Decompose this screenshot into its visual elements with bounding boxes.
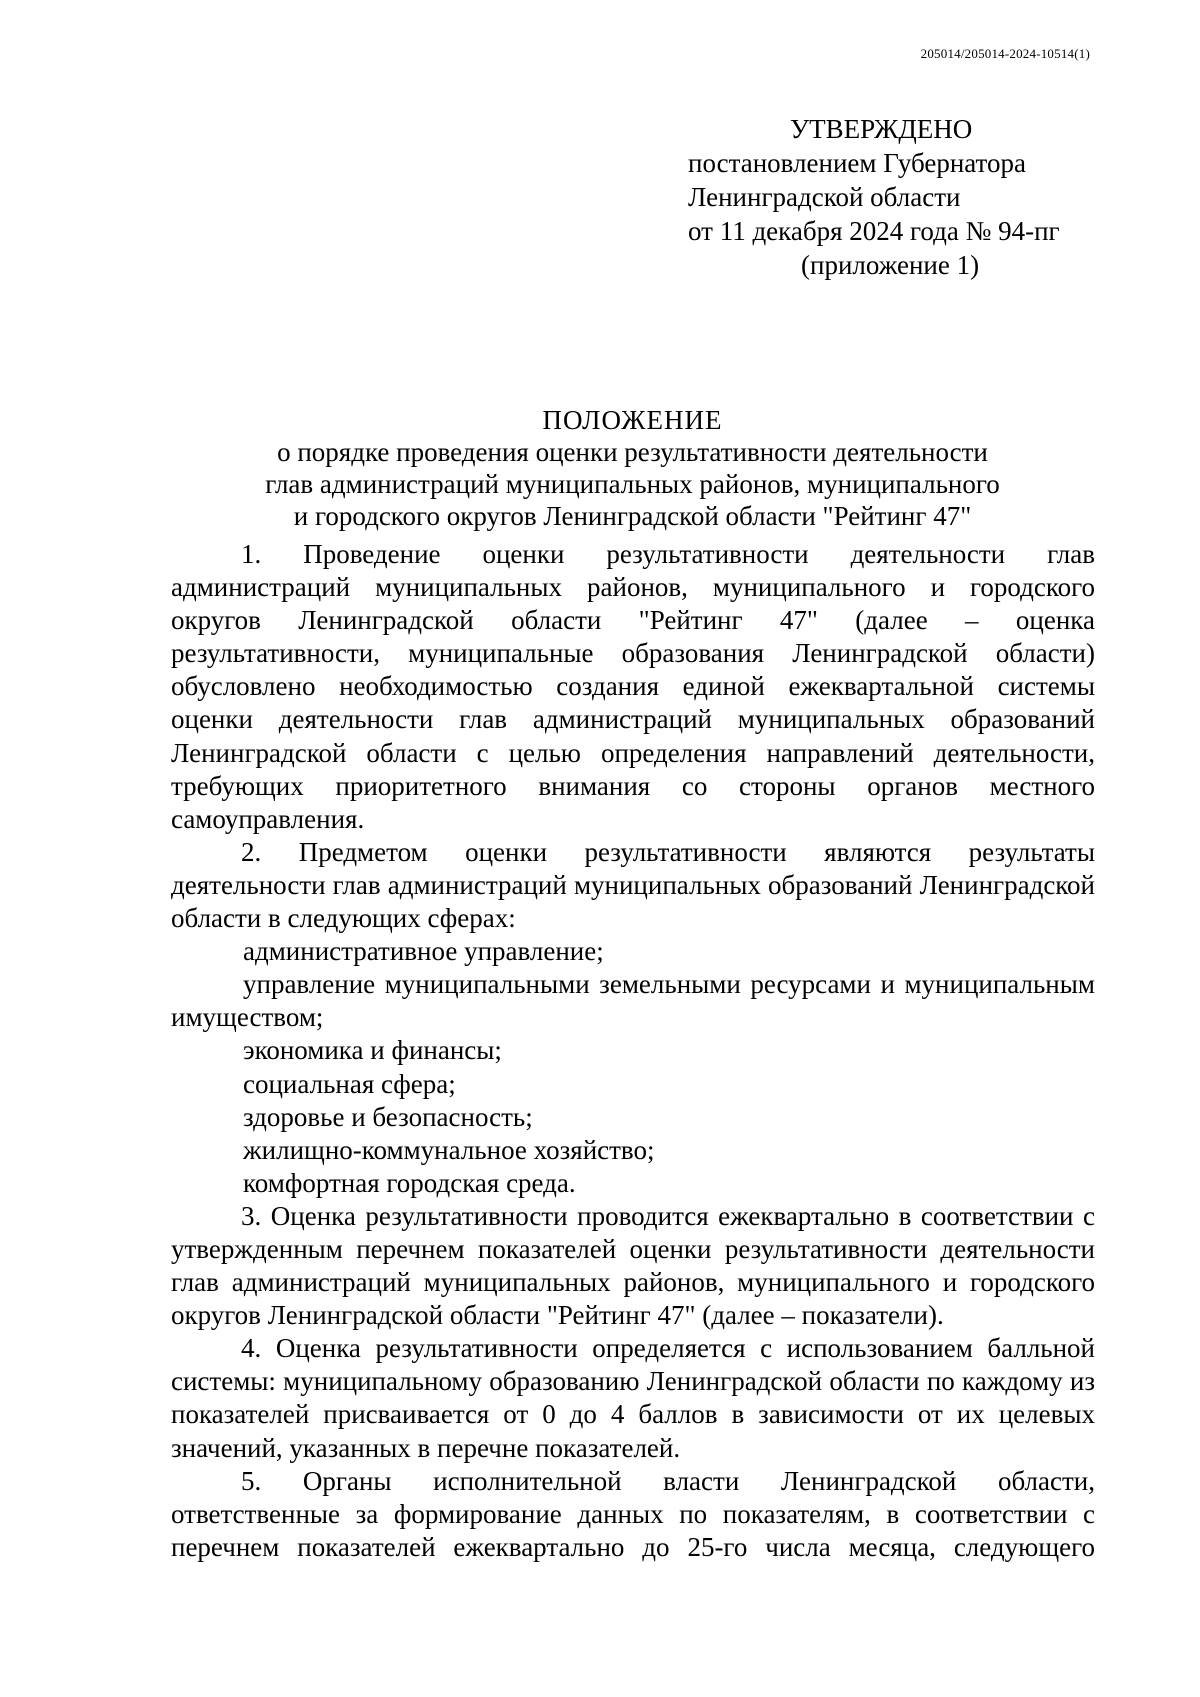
- approval-line-3: от 11 декабря 2024 года № 94-пг: [688, 216, 1060, 246]
- sphere-item: комфортная городская среда.: [243, 1167, 576, 1198]
- paragraph-3: 3. Оценка результативности проводится ежеквартально в соответствии с утвержденным перечнем показателей оценки результативности деятельности глав администраций муниципальных районов, муниципального и городского округов Ленинградской области "Рейтинг 47" (далее – показатели).: [171, 1200, 1095, 1331]
- paragraph-4: 4. Оценка результативности определяется с использованием балльной системы: муниципальному образованию Ленинградской области по каждому из показателей присваивается от 0 до 4 баллов в зависимости от их целевых значений, указанных в перечне показателей.: [171, 1333, 1095, 1463]
- document-heading: [170, 404, 1095, 532]
- approval-line-2: Ленинградской области: [688, 182, 961, 212]
- paragraph-2: 2. Предметом оценки результативности являются результаты деятельности глав администраций муниципальных образований Ленинградской области в следующих сферах:: [171, 836, 1095, 934]
- sphere-item: управление муниципальными земельными ресурсами и муниципальным имуществом;: [171, 969, 1095, 1033]
- document-subtitle-line-2: глав администраций муниципальных районов, муниципального: [265, 469, 1000, 499]
- sphere-item: социальная сфера;: [243, 1068, 456, 1099]
- approval-line-1: постановлением Губернатора: [688, 148, 1026, 178]
- sphere-item: жилищно-коммунальное хозяйство;: [243, 1134, 655, 1165]
- paragraph-5: 5. Органы исполнительной власти Ленинградской области, ответственные за формирование данных по показателям, в соответствии с перечнем показателей ежеквартально до 25-го числа месяца, следующего: [171, 1465, 1095, 1562]
- sphere-item: здоровье и безопасность;: [243, 1101, 533, 1132]
- approval-title: УТВЕРЖДЕНО: [790, 114, 973, 144]
- paragraph-1: 1. Проведение оценки результативности деятельности глав администраций муниципальных районов, муниципального и городского округов Ленинградской области "Рейтинг 47" (далее – оценка результативности, муниципальные образования Ленинградской области) обусловлено необходимостью создания единой ежеквартальной системы оценки деятельности глав администраций муниципальных образований Ленинградской области с целью определения направлений деятельности, требующих приоритетного внимания со стороны органов местного самоуправления.: [171, 539, 1095, 834]
- approval-annex: (приложение 1): [801, 250, 980, 280]
- document-id: 205014/205014-2024-10514(1): [920, 46, 1090, 61]
- document-body: [171, 538, 1095, 1564]
- document-subtitle-line-1: о порядке проведения оценки результативности деятельности: [277, 437, 988, 467]
- sphere-item: экономика и финансы;: [243, 1035, 502, 1066]
- document-title: ПОЛОЖЕНИЕ: [542, 405, 723, 435]
- document-subtitle-line-3: и городского округов Ленинградской области "Рейтинг 47": [293, 501, 972, 531]
- approval-stamp: [688, 112, 1108, 282]
- sphere-item: административное управление;: [243, 936, 604, 967]
